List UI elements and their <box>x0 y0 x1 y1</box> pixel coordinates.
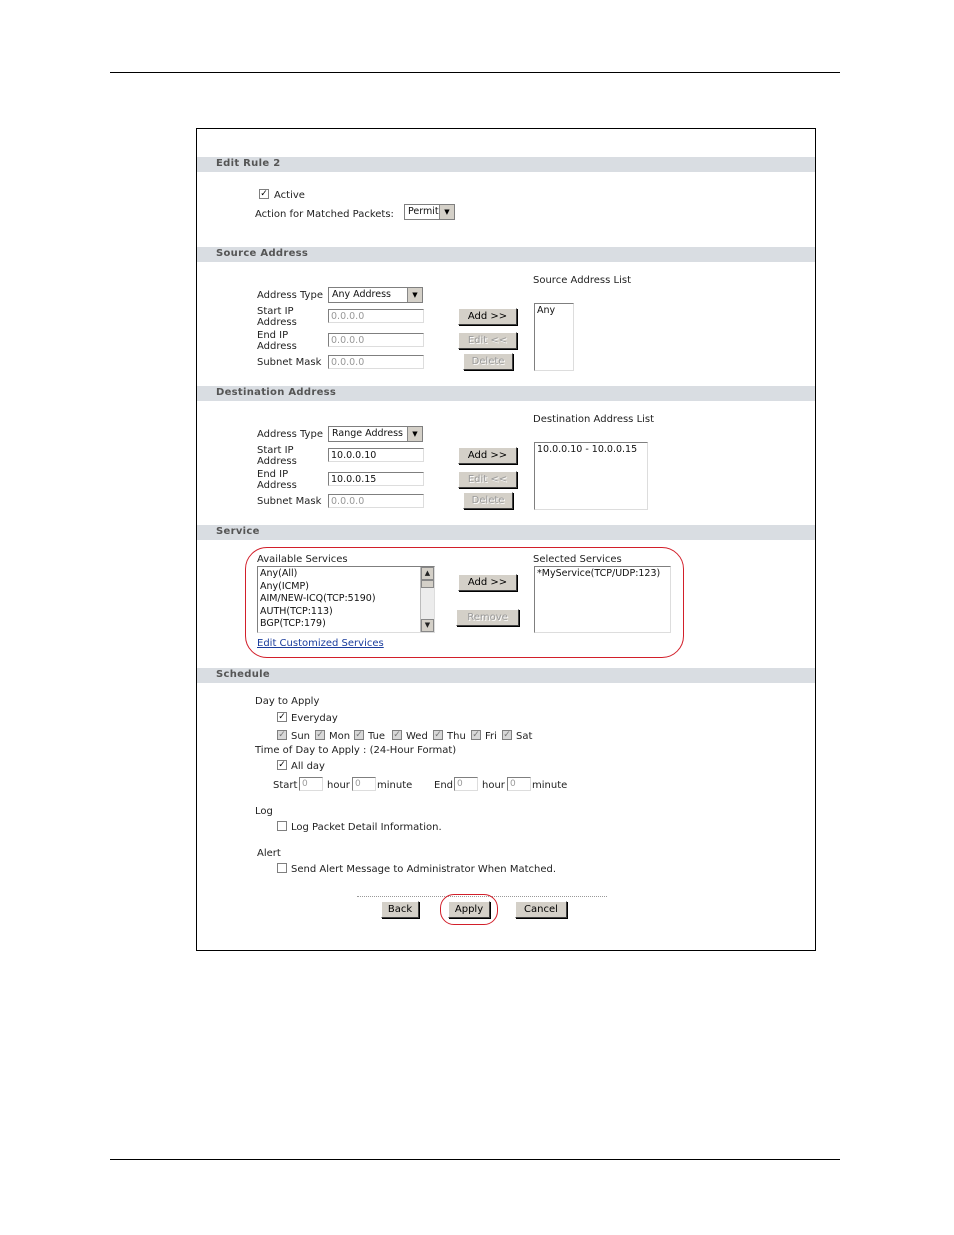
source-end-ip-label: End IP Address <box>257 330 297 352</box>
source-address-type-label: Address Type <box>257 290 323 301</box>
edit-rule-window <box>196 128 816 951</box>
start-hour-label: hour <box>327 780 350 791</box>
day-fri-label: Fri <box>485 731 497 742</box>
section-edit-rule <box>197 157 815 172</box>
chevron-down-icon[interactable]: ▼ <box>439 205 454 219</box>
cancel-button[interactable]: Cancel <box>515 901 567 918</box>
header-rule <box>110 72 840 73</box>
destination-address-type-label: Address Type <box>257 429 323 440</box>
list-item[interactable]: BGP(TCP:179) <box>260 618 326 629</box>
edit-customized-services-link[interactable]: Edit Customized Services <box>257 638 384 649</box>
source-address-type-select[interactable] <box>328 287 423 303</box>
allday-checkbox[interactable]: ✓ <box>278 760 286 770</box>
section-source-address <box>197 247 815 262</box>
day-fri-checkbox[interactable]: ✓ <box>472 730 480 740</box>
day-sat-checkbox[interactable]: ✓ <box>503 730 511 740</box>
day-mon-checkbox[interactable]: ✓ <box>316 730 324 740</box>
service-add-button[interactable]: Add >> <box>458 574 517 591</box>
apply-button[interactable]: Apply <box>448 901 490 918</box>
day-tue-checkbox[interactable]: ✓ <box>355 730 363 740</box>
start-minute-label: minute <box>377 780 413 791</box>
destination-address-list[interactable] <box>534 442 648 510</box>
source-subnet-label: Subnet Mask <box>257 357 322 368</box>
day-sun-label: Sun <box>291 731 311 742</box>
footer-rule <box>110 1159 840 1160</box>
section-schedule <box>197 668 815 683</box>
section-title: Edit Rule 2 <box>216 158 281 169</box>
list-item[interactable]: AUTH(TCP:113) <box>260 605 333 617</box>
end-minute-label: minute <box>532 780 568 791</box>
day-to-apply-label: Day to Apply <box>255 696 320 707</box>
log-label: Log <box>255 806 273 817</box>
destination-subnet-label: Subnet Mask <box>257 496 322 507</box>
section-title: Destination Address <box>216 387 337 398</box>
end-hour-label: hour <box>482 780 505 791</box>
start-minute-input[interactable]: 0 <box>352 777 376 791</box>
chevron-down-icon[interactable]: ▼ <box>407 427 422 441</box>
source-start-ip-label: Start IP Address <box>257 306 297 328</box>
available-services-scrollbar[interactable] <box>420 567 434 632</box>
everyday-checkbox[interactable]: ✓ <box>278 712 286 722</box>
source-end-ip-input[interactable]: 0.0.0.0 <box>328 333 424 347</box>
alert-option-label: Send Alert Message to Administrator When Matched. <box>291 864 557 875</box>
section-destination-address <box>197 386 815 401</box>
active-label: Active <box>274 190 305 201</box>
back-button[interactable]: Back <box>381 901 419 918</box>
day-sun-checkbox[interactable]: ✓ <box>278 730 286 740</box>
allday-label: All day <box>291 761 325 772</box>
start-label: Start <box>273 780 298 791</box>
service-remove-button[interactable]: Remove <box>456 609 519 626</box>
alert-checkbox[interactable] <box>277 863 287 873</box>
day-sat-label: Sat <box>516 731 533 742</box>
available-services-title: Available Services <box>257 554 348 565</box>
list-item[interactable]: Any(ICMP) <box>260 580 309 592</box>
end-minute-input[interactable]: 0 <box>507 777 531 791</box>
day-wed-checkbox[interactable]: ✓ <box>393 730 401 740</box>
source-subnet-input[interactable]: 0.0.0.0 <box>328 355 424 369</box>
destination-end-ip-label: End IP Address <box>257 469 297 491</box>
list-item[interactable]: Any <box>537 305 556 316</box>
day-thu-checkbox[interactable]: ✓ <box>434 730 442 740</box>
destination-add-button[interactable]: Add >> <box>458 447 517 464</box>
section-service <box>197 525 815 540</box>
start-hour-input[interactable]: 0 <box>299 777 323 791</box>
day-mon-label: Mon <box>329 731 351 742</box>
section-title: Schedule <box>216 669 270 680</box>
time-of-day-label: Time of Day to Apply : (24-Hour Format) <box>255 745 457 756</box>
chevron-down-icon[interactable]: ▼ <box>407 288 422 302</box>
day-tue-label: Tue <box>368 731 386 742</box>
source-address-list[interactable] <box>534 303 574 371</box>
source-start-ip-input[interactable]: 0.0.0.0 <box>328 309 424 323</box>
end-label: End <box>434 780 454 791</box>
section-title: Service <box>216 526 260 537</box>
destination-address-type-select[interactable] <box>328 426 423 442</box>
everyday-label: Everyday <box>291 713 338 724</box>
destination-list-title: Destination Address List <box>533 414 655 425</box>
list-item[interactable]: AIM/NEW-ICQ(TCP:5190) <box>260 593 376 604</box>
source-edit-button[interactable]: Edit << <box>458 332 517 349</box>
log-option-label: Log Packet Detail Information. <box>291 822 442 833</box>
list-item[interactable]: 10.0.0.10 - 10.0.0.15 <box>537 444 638 455</box>
available-services-list[interactable] <box>257 566 435 633</box>
scroll-up-icon[interactable]: ▲ <box>421 567 434 580</box>
destination-start-ip-input[interactable]: 10.0.0.10 <box>328 448 424 462</box>
source-list-title: Source Address List <box>533 275 632 286</box>
action-select[interactable] <box>404 204 455 220</box>
destination-start-ip-label: Start IP Address <box>257 445 297 467</box>
selected-services-title: Selected Services <box>533 554 622 565</box>
source-add-button[interactable]: Add >> <box>458 308 517 325</box>
destination-subnet-input[interactable]: 0.0.0.0 <box>328 494 424 508</box>
source-address-type-value: Any Address <box>332 289 391 300</box>
destination-delete-button[interactable]: Delete <box>463 492 513 509</box>
day-thu-label: Thu <box>447 731 466 742</box>
scroll-down-icon[interactable]: ▼ <box>421 619 434 632</box>
selected-services-list[interactable] <box>534 566 671 633</box>
alert-label: Alert <box>257 848 281 859</box>
end-hour-input[interactable]: 0 <box>454 777 478 791</box>
section-title: Source Address <box>216 248 309 259</box>
destination-edit-button[interactable]: Edit << <box>458 471 517 488</box>
destination-address-type-value: Range Address <box>332 428 403 439</box>
destination-end-ip-input[interactable]: 10.0.0.15 <box>328 472 424 486</box>
scroll-thumb[interactable] <box>421 580 434 588</box>
list-item[interactable]: *MyService(TCP/UDP:123) <box>537 568 661 579</box>
action-label: Action for Matched Packets: <box>255 209 394 220</box>
log-checkbox[interactable] <box>277 821 287 831</box>
action-value: Permit <box>408 206 439 217</box>
source-delete-button[interactable]: Delete <box>463 353 513 370</box>
list-item[interactable]: Any(All) <box>260 568 298 579</box>
day-wed-label: Wed <box>406 731 428 742</box>
active-checkbox[interactable]: ✓ <box>260 189 268 199</box>
